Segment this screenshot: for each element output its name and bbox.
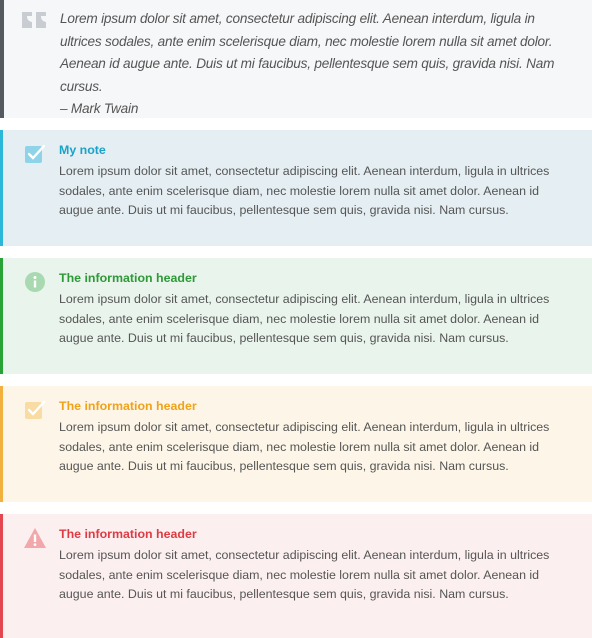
callout-title: The information header: [59, 527, 197, 541]
note-callout: [0, 130, 592, 246]
checkbox-icon: [23, 142, 47, 166]
callout-title: My note: [59, 143, 106, 157]
quote-text: [60, 8, 572, 121]
warning-callout: [0, 386, 592, 502]
blockquote: [0, 0, 592, 118]
quote-icon: [20, 8, 50, 36]
callout-title: The information header: [59, 271, 197, 285]
callout-body: Lorem ipsum dolor sit amet, consectetur adipiscing elit. Aenean interdum, ligula in ultrices sodales, ante enim scelerisque diam, nec molestie lorem nulla sit amet dolor. Aenean id augue ante. Duis ut mi faucibus, pellentesque sem quis, gravida nisi. Nam cursus.: [59, 420, 550, 473]
quote-body: Lorem ipsum dolor sit amet, consectetur adipiscing elit. Aenean interdum, ligula in ultrices sodales, ante enim scelerisque diam, nec molestie lorem nulla sit amet dolor. Aenean id augue ante. Duis ut mi faucibus, pellentesque sem quis, gravida nisi. Nam cursus.: [60, 11, 555, 94]
checkbox-icon: [23, 398, 47, 422]
callout-title: The information header: [59, 399, 197, 413]
danger-callout: [0, 514, 592, 638]
callout-body: Lorem ipsum dolor sit amet, consectetur adipiscing elit. Aenean interdum, ligula in ultrices sodales, ante enim scelerisque diam, nec molestie lorem nulla sit amet dolor. Aenean id augue ante. Duis ut mi faucibus, pellentesque sem quis, gravida nisi. Nam cursus.: [59, 292, 550, 345]
info-icon: [23, 270, 47, 294]
warning-triangle-icon: [23, 526, 47, 550]
callout-body: Lorem ipsum dolor sit amet, consectetur adipiscing elit. Aenean interdum, ligula in ultrices sodales, ante enim scelerisque diam, nec molestie lorem nulla sit amet dolor. Aenean id augue ante. Duis ut mi faucibus, pellentesque sem quis, gravida nisi. Nam cursus.: [59, 164, 550, 217]
info-callout: [0, 258, 592, 374]
callout-body: Lorem ipsum dolor sit amet, consectetur adipiscing elit. Aenean interdum, ligula in ultrices sodales, ante enim scelerisque diam, nec molestie lorem nulla sit amet dolor. Aenean id augue ante. Duis ut mi faucibus, pellentesque sem quis, gravida nisi. Nam cursus.: [59, 548, 550, 601]
quote-author: – Mark Twain: [60, 101, 139, 116]
